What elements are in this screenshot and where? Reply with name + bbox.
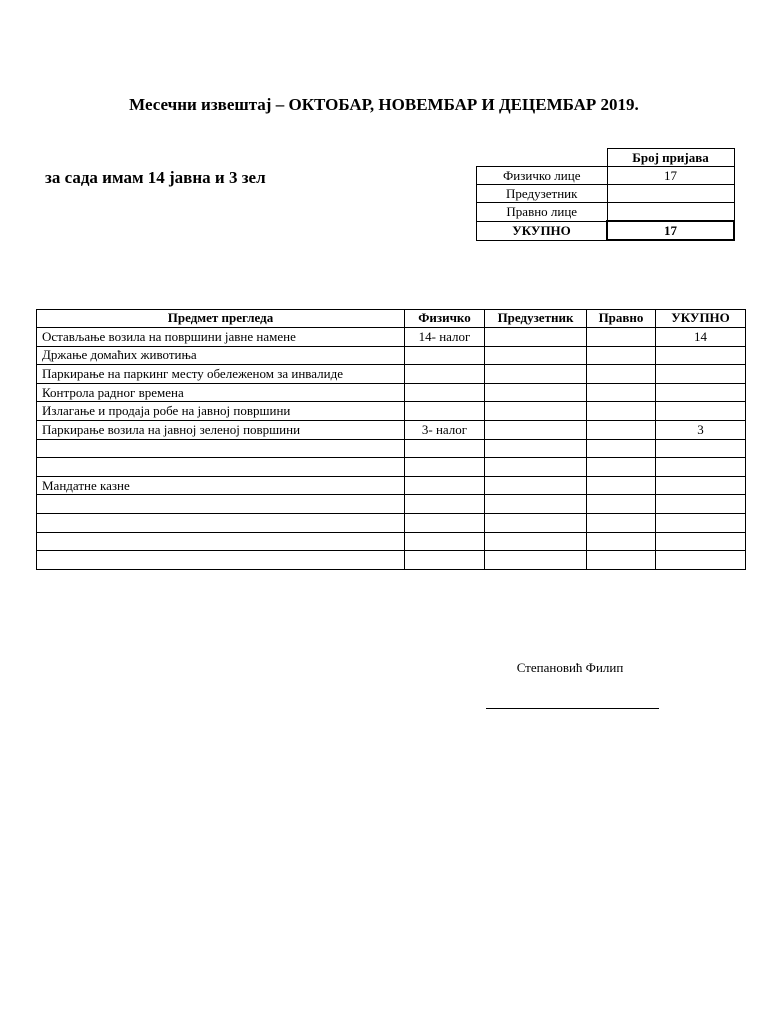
entrepreneur-cell [485, 420, 587, 439]
legal-cell [587, 513, 656, 532]
summary-total-label: УКУПНО [477, 221, 608, 240]
subject-cell: Паркирање на паркинг месту обележеном за инвалиде [37, 365, 405, 384]
subject-cell [37, 532, 405, 551]
summary-total-row [477, 221, 735, 240]
table-row [37, 402, 746, 421]
table-row [37, 365, 746, 384]
entrepreneur-cell [485, 458, 587, 477]
header-total: УКУПНО [656, 310, 746, 328]
entrepreneur-cell [485, 476, 587, 495]
entrepreneur-cell [485, 532, 587, 551]
total-cell [656, 439, 746, 458]
summary-label: Физичко лице [477, 167, 608, 185]
physical-cell [405, 495, 485, 514]
table-row [37, 458, 746, 477]
summary-header: Број пријава [607, 149, 734, 167]
legal-cell [587, 551, 656, 570]
entrepreneur-cell [485, 365, 587, 384]
summary-header-empty [477, 149, 608, 167]
total-cell [656, 513, 746, 532]
physical-cell [405, 476, 485, 495]
table-header-row [37, 310, 746, 328]
total-cell: 14 [656, 328, 746, 347]
table-row [37, 420, 746, 439]
header-physical: Физичко [405, 310, 485, 328]
subject-cell [37, 458, 405, 477]
legal-cell [587, 532, 656, 551]
subject-cell: Остављање возила на површини јавне намене [37, 328, 405, 347]
entrepreneur-cell [485, 439, 587, 458]
total-cell [656, 365, 746, 384]
legal-cell [587, 346, 656, 365]
physical-cell [405, 513, 485, 532]
table-row [37, 513, 746, 532]
table-row [37, 532, 746, 551]
summary-row [477, 185, 735, 203]
legal-cell [587, 476, 656, 495]
physical-cell [405, 346, 485, 365]
summary-label: Предузетник [477, 185, 608, 203]
legal-cell [587, 420, 656, 439]
summary-header-row [477, 149, 735, 167]
summary-row [477, 167, 735, 185]
entrepreneur-cell [485, 402, 587, 421]
total-cell [656, 383, 746, 402]
physical-cell [405, 439, 485, 458]
physical-cell [405, 532, 485, 551]
table-row [37, 495, 746, 514]
summary-table [476, 148, 735, 241]
physical-cell [405, 551, 485, 570]
legal-cell [587, 328, 656, 347]
entrepreneur-cell [485, 383, 587, 402]
subject-cell: Мандатне казне [37, 476, 405, 495]
summary-total-value: 17 [607, 221, 734, 240]
header-legal: Правно [587, 310, 656, 328]
entrepreneur-cell [485, 346, 587, 365]
total-cell [656, 458, 746, 477]
legal-cell [587, 458, 656, 477]
physical-cell: 3- налог [405, 420, 485, 439]
signatory-name: Степановић Филип [516, 660, 624, 675]
physical-cell [405, 383, 485, 402]
total-cell: 3 [656, 420, 746, 439]
summary-label: Правно лице [477, 203, 608, 222]
physical-cell [405, 458, 485, 477]
entrepreneur-cell [485, 328, 587, 347]
total-cell [656, 495, 746, 514]
physical-cell [405, 365, 485, 384]
subject-cell [37, 551, 405, 570]
header-entrepreneur: Предузетник [485, 310, 587, 328]
subject-cell: Држање домаћих животиња [37, 346, 405, 365]
summary-value [607, 203, 734, 222]
table-row [37, 346, 746, 365]
total-cell [656, 402, 746, 421]
table-row [37, 476, 746, 495]
summary-value: 17 [607, 167, 734, 185]
entrepreneur-cell [485, 513, 587, 532]
subject-cell [37, 495, 405, 514]
table-row [37, 439, 746, 458]
total-cell [656, 476, 746, 495]
subject-cell: Паркирање возила на јавној зеленој површини [37, 420, 405, 439]
legal-cell [587, 383, 656, 402]
summary-value [607, 185, 734, 203]
subject-cell [37, 439, 405, 458]
entrepreneur-cell [485, 495, 587, 514]
total-cell [656, 532, 746, 551]
total-cell [656, 551, 746, 570]
physical-cell: 14- налог [405, 328, 485, 347]
header-subject: Предмет прегледа [37, 310, 405, 328]
legal-cell [587, 439, 656, 458]
table-row [37, 383, 746, 402]
entrepreneur-cell [485, 551, 587, 570]
summary-row [477, 203, 735, 222]
table-row [37, 551, 746, 570]
total-cell [656, 346, 746, 365]
report-title: Месечни извештај – ОКТОБАР, НОВЕМБАР И ДЕЦЕМБАР 2019. [129, 95, 639, 114]
subject-cell: Контрола радног времена [37, 383, 405, 402]
subject-cell [37, 513, 405, 532]
physical-cell [405, 402, 485, 421]
table-row [37, 328, 746, 347]
legal-cell [587, 495, 656, 514]
legal-cell [587, 365, 656, 384]
legal-cell [587, 402, 656, 421]
subject-cell: Излагање и продаја робе на јавној површини [37, 402, 405, 421]
status-note: за сада имам 14 јавна и 3 зел [45, 168, 266, 187]
inspection-table [36, 309, 746, 570]
signature-line [486, 708, 659, 709]
